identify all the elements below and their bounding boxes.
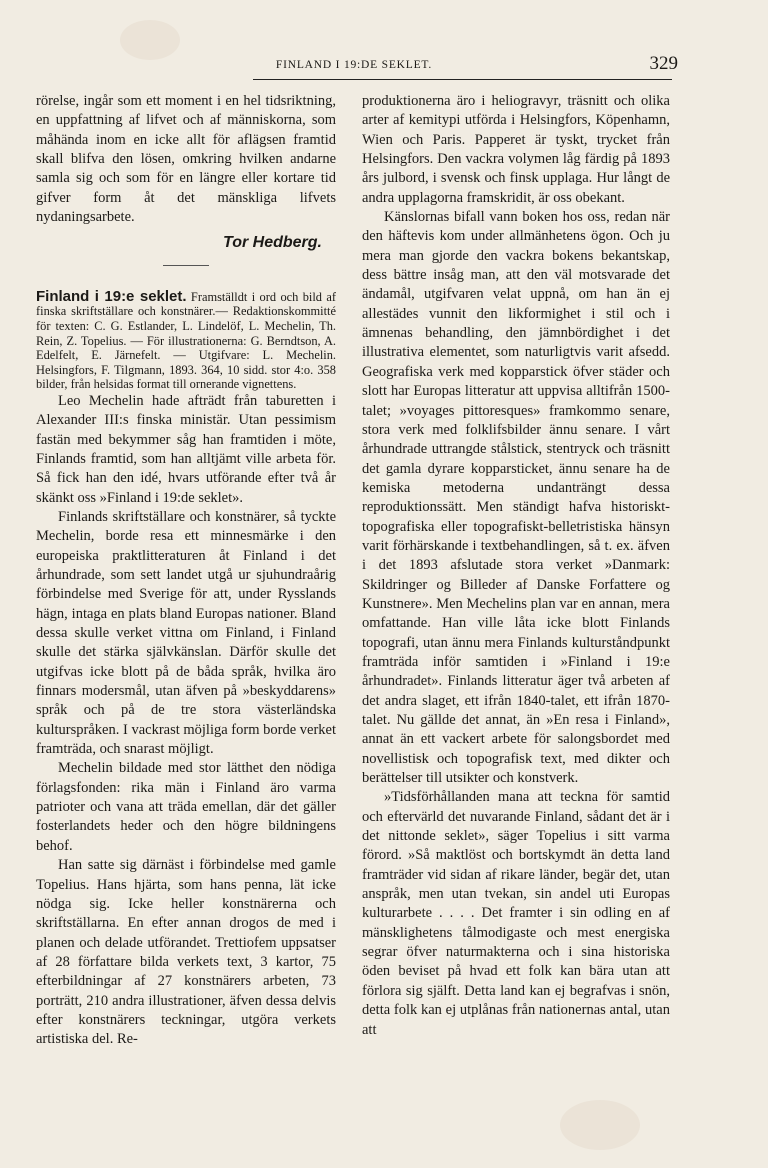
page-header	[36, 53, 678, 81]
section-divider	[163, 265, 209, 266]
running-head: FINLAND I 19:DE SEKLET.	[275, 59, 433, 71]
header-rule	[253, 79, 672, 80]
paragraph: Finlands skriftställare och konstnärer, så tyckte Mechelin, borde resa ett minnesmärke i den europeiska praktlitteraturen åt Finland i det århundrade, som sett landet utgå ur sjuhundraårig förbindelse med Sverige för att, under Rysslands hägn, intaga en plats bland Europas nationer. Bland dessa skulle verket vittna om Finland, i Finland skulle det stärka självkänslan. Därför skulle det utgifvas icke blott på de båda språk, hvilka äro finnars modersmål, utan äfven på »beskyddarens» språk och på de tre stora västerländska kulturspråken. I vackrast möjliga form borde verket framträda, och snarast möjligt.	[36, 508, 336, 758]
review-title: Finland i 19:e seklet.	[36, 287, 187, 305]
paper-stain	[120, 20, 180, 60]
paragraph: produktionerna äro i heliogravyr, träsnitt och olika arter af kemitypi utförda i Helsingfors, Köpenhamn, Wien och Paris. Papperet är tyskt, trycket från Helsingfors. Den vackra volymen låg färdig på 1893 års julbord, i svensk och finsk upplaga. Hur långt de andra upplagorna framskridit, är oss obekant.	[362, 93, 670, 206]
review-heading	[36, 287, 336, 392]
author-signature: Tor Hedberg.	[223, 234, 322, 252]
page-number: 329	[649, 53, 678, 74]
paragraph: Mechelin bildade med stor lätthet den nödiga förlagsfonden: rika män i Finland äro varma patrioter och vana att träda emellan, där det gäller fosterlandets heder och den högre bildningens behof.	[36, 760, 336, 854]
paragraph: Han satte sig därnäst i förbindelse med gamle Topelius. Hans hjärta, som hans penna, lät icke nödga sig. Icke heller konstnärerna och skriftställarna. En efter annan drogos de med i planen och delade utförandet. Trettiofem uppsatser af 28 författare bilda verkets text, 3 kartor, 75 efterbildningar af 27 konstnärers arbeten, 73 porträtt, 210 andra illustrationer, äfven dessa delvis efter konstnärers teckningar, utgöra verkets artistiska del. Re-	[36, 857, 336, 1048]
paragraph: Leo Mechelin hade afträdt från taburetten i Alexander III:s finska ministär. Utan pessimism fastän med bekymmer såg han framtiden i möte, Finlands framtid, som han alltjämt ville arbeta för. Så fick han den idé, hvars utförande efter två år skänkt oss »Finland i 19:de seklet».	[36, 392, 336, 506]
paragraph: rörelse, ingår som ett moment i en hel tidsriktning, en uppfattning af lifvet och af människorna, som måhända inom en icke allt för aflägsen framtid skall blifva den lösen, omkring hvilken andarne samla sig och som för en längre eller kortare tid gifver form åt det mänskliga lifvets nydaningsarbete.	[36, 93, 336, 226]
review-bibliography: Framställdt i ord och bild af finska skriftställare och konstnärer.— Redaktionskommitté för texten: C. G. Estlander, L. Lindelöf, L. Mechelin, Th. Rein, Z. Topelius. — För illustrationerna: G. Berndtson, A. Edelfelt, E. Järnefelt. — Utgifvare: L. Mechelin. Helsingfors, F. Tilgmann, 1893. 364, 10 sidd. stor 4:o. 358 bilder, från helsidas format till ornerande vignettens.	[36, 289, 336, 392]
right-column	[362, 92, 670, 1040]
paper-stain	[560, 1100, 640, 1150]
paragraph: Känslornas bifall vann boken hos oss, redan när den häftevis kom under allmänhetens ögon. Och ju mera man gjorde den vackra bokens bekantskap, dess bättre insåg man, att den väl motsvarade det ändamål, utgifvaren velat uppnå, om han än ej allestädes vunnit den likformighet i stil och i ämnenas behandling, den jämnbördighet i det illustrativa elementet, som naturligtvis varit afsedd. Geografiska verk med kopparstick öfver städer och slott har Europas litteratur att uppvisa alltifrån 1500-talet; »voyages pittoresques» framkommo senare, stora verk med folklifsbilder ännu senare. I vårt århundrade uttrangde stålstick, stentryck och träsnitt det gamla dyrare kopparsticket, ännu senare ha de kemiska metoderna undanträngt dessa reproduktionssätt. Men ständigt hafva historiskt-topografiska eller topografiskt-belletristiska hänsyn varit förhärskande i textbehandlingen, så t. ex. äfven i det 1893 afslutade stora verket »Danmark: Skildringer og Billeder af Danske Forfattere og Kunstnere». Men Mechelins plan var en annan, mera omfattande. Han ville låta icke blott Finlands topografi, utan ännu mera Finlands kulturståndpunkt framträda inför samtiden i »Finland i 19:e århundradet». Finlands litteratur äger två arbeten af det andra slaget, ett ifrån 1840-talet, ett ifrån 1870-talet. Nu gällde det annat, än »En resa i Finland», annat än ett vackert arbete för salongsbordet med novellistisk och topografisk text, med dikter och berättelser till utsikter och konstverk.	[362, 209, 670, 787]
left-column	[36, 92, 336, 1050]
paragraph: »Tidsförhållanden mana att teckna för samtid och eftervärld det nuvarande Finland, sådant det är i det nittonde seklet», säger Topelius i sitt varma förord. »Så maktlöst och bortskymdt än detta land framträder vid sidan af rikare länder, begär det, utan anspråk, men utan tvekan, sin andel uti Europas kulturarbete . . . . Det framter i sin odling en af mänsklighetens tålmodigaste och mest energiska segrar öfver naturmakterna och i sina historiska öden beviset på hvad ett folk kan bära utan att förlora sig själft. Detta land kan ej begrafvas i snön, detta folk kan ej utplånas från nationernas antal, utan att	[362, 789, 670, 1038]
